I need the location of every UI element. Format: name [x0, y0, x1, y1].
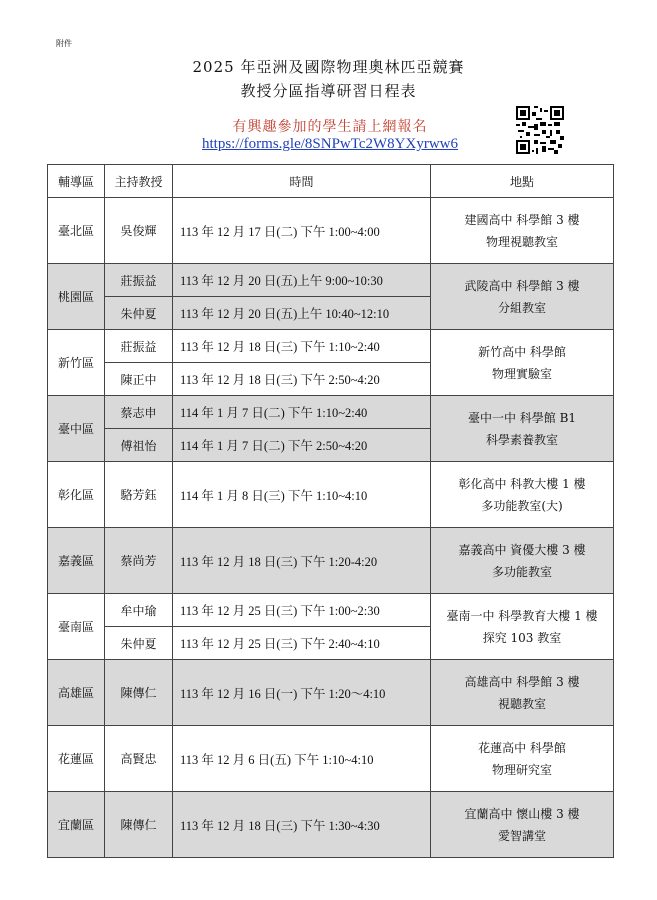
- location-cell: [431, 462, 614, 528]
- professor-cell: 陳傳仁: [105, 792, 173, 858]
- professor-cell: 陳正中: [105, 363, 173, 396]
- region-cell: 彰化區: [48, 462, 105, 528]
- location-line: 臺中一中 科學館 B1: [467, 410, 577, 425]
- location-cell: [431, 528, 614, 594]
- professor-cell: 吳俊輝: [105, 198, 173, 264]
- qr-code-icon: [516, 106, 564, 154]
- region-cell: 臺中區: [48, 396, 105, 462]
- time-cell: 113 年 12 月 16 日(一) 下午 1:20～4:10: [173, 660, 431, 726]
- professor-cell: 朱仲夏: [105, 627, 173, 660]
- header-time: 時間: [173, 165, 431, 198]
- location-line: 武陵高中 科學館 3 樓: [464, 278, 580, 293]
- table-header-row: [48, 165, 614, 198]
- location-line: 物理研究室: [491, 762, 552, 777]
- table-row: [48, 660, 614, 726]
- time-cell: 114 年 1 月 7 日(二) 下午 2:50~4:20: [173, 429, 431, 462]
- location-cell: [431, 330, 614, 396]
- region-cell: 高雄區: [48, 660, 105, 726]
- location-line: 花蓮高中 科學館: [478, 740, 566, 755]
- time-cell: 113 年 12 月 20 日(五)上午 10:40~12:10: [173, 297, 431, 330]
- table-row: [48, 264, 614, 297]
- professor-cell: 蔡尚芳: [105, 528, 173, 594]
- region-cell: 花蓮區: [48, 726, 105, 792]
- professor-cell: 朱仲夏: [105, 297, 173, 330]
- region-cell: 嘉義區: [48, 528, 105, 594]
- table-row: [48, 198, 614, 264]
- location-cell: [431, 594, 614, 660]
- location-cell: [431, 726, 614, 792]
- time-cell: 113 年 12 月 17 日(二) 下午 1:00~4:00: [173, 198, 431, 264]
- location-line: 建國高中 科學館 3 樓: [464, 212, 580, 227]
- location-line: 彰化高中 科教大樓 1 樓: [458, 476, 586, 491]
- location-line: 物理實驗室: [491, 366, 552, 381]
- region-cell: 桃園區: [48, 264, 105, 330]
- professor-cell: 傅祖怡: [105, 429, 173, 462]
- location-line: 嘉義高中 資優大樓 3 樓: [458, 542, 586, 557]
- time-cell: 113 年 12 月 18 日(三) 下午 2:50~4:20: [173, 363, 431, 396]
- attachment-label: 附件: [56, 39, 72, 48]
- location-cell: [431, 792, 614, 858]
- location-cell: [431, 264, 614, 330]
- location-line: 臺南一中 科學教育大樓 1 樓: [446, 608, 598, 623]
- time-cell: 113 年 12 月 25 日(三) 下午 1:00~2:30: [173, 594, 431, 627]
- table-row: [48, 396, 614, 429]
- professor-cell: 陳傳仁: [105, 660, 173, 726]
- time-cell: 113 年 12 月 6 日(五) 下午 1:10~4:10: [173, 726, 431, 792]
- location-line: 高雄高中 科學館 3 樓: [464, 674, 580, 689]
- location-cell: [431, 396, 614, 462]
- time-cell: 113 年 12 月 18 日(三) 下午 1:20-4:20: [173, 528, 431, 594]
- professor-cell: 駱芳鈺: [105, 462, 173, 528]
- location-line: 新竹高中 科學館: [478, 344, 566, 359]
- location-line: 愛智講堂: [497, 828, 546, 843]
- region-cell: 宜蘭區: [48, 792, 105, 858]
- registration-link[interactable]: https://forms.gle/8SNPwTc2W8YXyrww6: [201, 136, 459, 152]
- location-line: 宜蘭高中 懷山樓 3 樓: [464, 806, 580, 821]
- region-cell: 新竹區: [48, 330, 105, 396]
- location-line: 視聽教室: [497, 696, 546, 711]
- professor-cell: 蔡志申: [105, 396, 173, 429]
- location-line: 多功能教室: [491, 564, 552, 579]
- table-row: [48, 594, 614, 627]
- location-line: 物理視聽教室: [485, 234, 558, 249]
- location-line: 科學素養教室: [485, 432, 558, 447]
- location-cell: [431, 660, 614, 726]
- location-line: 分組教室: [497, 300, 546, 315]
- time-cell: 114 年 1 月 8 日(三) 下午 1:10~4:10: [173, 462, 431, 528]
- table-row: [48, 462, 614, 528]
- region-cell: 臺北區: [48, 198, 105, 264]
- location-cell: [431, 198, 614, 264]
- time-cell: 113 年 12 月 25 日(三) 下午 2:40~4:10: [173, 627, 431, 660]
- table-row: [48, 330, 614, 363]
- professor-cell: 莊振益: [105, 330, 173, 363]
- region-cell: 臺南區: [48, 594, 105, 660]
- table-row: [48, 528, 614, 594]
- location-line: 多功能教室(大): [481, 498, 563, 513]
- professor-cell: 莊振益: [105, 264, 173, 297]
- header-professor: 主持教授: [105, 165, 173, 198]
- professor-cell: 高賢忠: [105, 726, 173, 792]
- header-location: 地點: [431, 165, 614, 198]
- time-cell: 114 年 1 月 7 日(二) 下午 1:10~2:40: [173, 396, 431, 429]
- location-line: 探究 103 教室: [482, 630, 562, 645]
- time-cell: 113 年 12 月 20 日(五)上午 9:00~10:30: [173, 264, 431, 297]
- header-region: 輔導區: [48, 165, 105, 198]
- registration-prompt: 有興趣參加的學生請上網報名: [232, 119, 428, 135]
- table-row: [48, 726, 614, 792]
- professor-cell: 牟中瑜: [105, 594, 173, 627]
- time-cell: 113 年 12 月 18 日(三) 下午 1:30~4:30: [173, 792, 431, 858]
- document-subtitle: 教授分區指導研習日程表: [240, 82, 417, 100]
- document-title: 2025 年亞洲及國際物理奧林匹亞競賽: [192, 58, 465, 76]
- schedule-table: [47, 164, 614, 858]
- time-cell: 113 年 12 月 18 日(三) 下午 1:10~2:40: [173, 330, 431, 363]
- table-row: [48, 792, 614, 858]
